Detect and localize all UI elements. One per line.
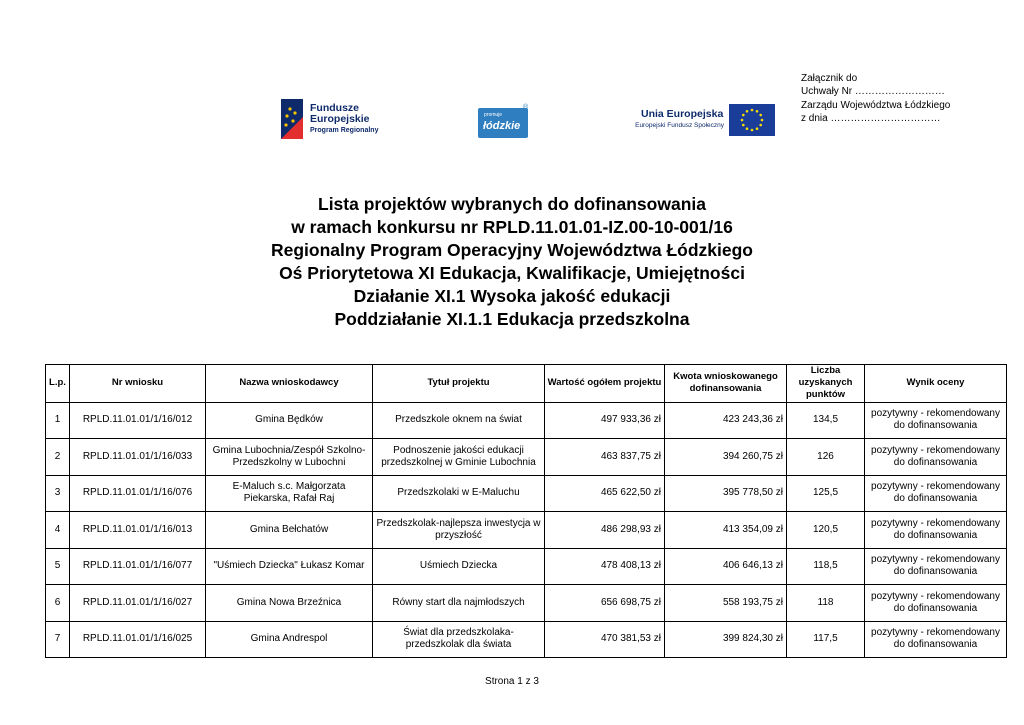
header-nazwa: Nazwa wnioskodawcy: [206, 365, 373, 403]
cell-nazwa: "Uśmiech Dziecka" Łukasz Komar: [206, 548, 373, 585]
title-line-2: w ramach konkursu nr RPLD.11.01.01-IZ.00-10-001/16: [291, 217, 733, 237]
cell-nazwa: Gmina Andrespol: [206, 621, 373, 658]
cell-lp: 6: [46, 585, 70, 622]
cell-kwota: 399 824,30 zł: [665, 621, 787, 658]
cell-kwota: 395 778,50 zł: [665, 475, 787, 512]
cell-lp: 1: [46, 402, 70, 439]
cell-nr-wniosku: RPLD.11.01.01/1/16/025: [70, 621, 206, 658]
cell-nr-wniosku: RPLD.11.01.01/1/16/027: [70, 585, 206, 622]
cell-wynik: pozytywny - rekomendowany do dofinansowania: [865, 585, 1007, 622]
eu-flag-icon: [729, 104, 775, 136]
cell-wynik: pozytywny - rekomendowany do dofinansowania: [865, 512, 1007, 549]
lodz-logo-small: promuje: [484, 112, 503, 118]
fe-logo-line-1: Fundusze: [310, 102, 359, 114]
lodz-logo-big: łódzkie: [483, 120, 521, 132]
cell-lp: 2: [46, 439, 70, 476]
cell-lp: 4: [46, 512, 70, 549]
cell-tytul: Podnoszenie jakości edukacji przedszkolnej w Gminie Lubochnia: [373, 439, 545, 476]
header-nr-wniosku: Nr wniosku: [70, 365, 206, 403]
document-title: [0, 193, 1024, 331]
cell-punkty: 118,5: [787, 548, 865, 585]
cell-punkty: 125,5: [787, 475, 865, 512]
ue-logo-line-1: Unia Europejska: [641, 108, 724, 120]
unia-europejska-logo: [624, 104, 776, 138]
cell-tytul: Uśmiech Dziecka: [373, 548, 545, 585]
cell-wynik: pozytywny - rekomendowany do dofinansowania: [865, 621, 1007, 658]
cell-nr-wniosku: RPLD.11.01.01/1/16/076: [70, 475, 206, 512]
annex-line-2: Uchwały Nr ………………………: [801, 86, 945, 98]
cell-wynik: pozytywny - rekomendowany do dofinansowania: [865, 439, 1007, 476]
cell-punkty: 134,5: [787, 402, 865, 439]
cell-kwota: 558 193,75 zł: [665, 585, 787, 622]
annex-note: [801, 72, 950, 125]
cell-lp: 5: [46, 548, 70, 585]
table-row: [46, 548, 1007, 585]
cell-wartosc: 478 408,13 zł: [545, 548, 665, 585]
cell-nr-wniosku: RPLD.11.01.01/1/16/077: [70, 548, 206, 585]
cell-lp: 3: [46, 475, 70, 512]
cell-punkty: 117,5: [787, 621, 865, 658]
cell-tytul: Przedszkolaki w E-Maluchu: [373, 475, 545, 512]
page-number: Strona 1 z 3: [485, 676, 539, 687]
cell-punkty: 126: [787, 439, 865, 476]
header-punkty: Liczba uzyskanych punktów: [787, 365, 865, 403]
cell-wartosc: 486 298,93 zł: [545, 512, 665, 549]
cell-tytul: Przedszkolak-najlepsza inwestycja w przyszłość: [373, 512, 545, 549]
cell-tytul: Równy start dla najmłodszych: [373, 585, 545, 622]
table-row: [46, 585, 1007, 622]
cell-nazwa: Gmina Bełchatów: [206, 512, 373, 549]
cell-nazwa: Gmina Nowa Brzeźnica: [206, 585, 373, 622]
table-header-row: [46, 365, 1007, 403]
title-line-1: Lista projektów wybranych do dofinansowania: [318, 194, 706, 214]
header-wynik: Wynik oceny: [865, 365, 1007, 403]
cell-tytul: Świat dla przedszkolaka-przedszkolak dla świata: [373, 621, 545, 658]
cell-wynik: pozytywny - rekomendowany do dofinansowania: [865, 475, 1007, 512]
header-tytul: Tytuł projektu: [373, 365, 545, 403]
cell-punkty: 120,5: [787, 512, 865, 549]
table-row: [46, 439, 1007, 476]
cell-lp: 7: [46, 621, 70, 658]
cell-kwota: 413 354,09 zł: [665, 512, 787, 549]
cell-kwota: 423 243,36 zł: [665, 402, 787, 439]
annex-line-4: z dnia ……………………………: [801, 112, 941, 124]
cell-wartosc: 497 933,36 zł: [545, 402, 665, 439]
projects-table: [45, 364, 1007, 658]
cell-wynik: pozytywny - rekomendowany do dofinansowania: [865, 402, 1007, 439]
title-line-4: Oś Priorytetowa XI Edukacja, Kwalifikacje, Umiejętności: [279, 263, 745, 283]
header-wartosc: Wartość ogółem projektu: [545, 365, 665, 403]
cell-wartosc: 463 837,75 zł: [545, 439, 665, 476]
cell-nr-wniosku: RPLD.11.01.01/1/16/033: [70, 439, 206, 476]
cell-wartosc: 470 381,53 zł: [545, 621, 665, 658]
cell-wynik: pozytywny - rekomendowany do dofinansowania: [865, 548, 1007, 585]
header-kwota: Kwota wnioskowanego dofinansowania: [665, 365, 787, 403]
table-row: [46, 512, 1007, 549]
cell-wartosc: 656 698,75 zł: [545, 585, 665, 622]
cell-kwota: 394 260,75 zł: [665, 439, 787, 476]
ue-logo-line-2: Europejski Fundusz Społeczny: [635, 122, 724, 129]
fe-logo-line-2: Europejskie: [310, 113, 370, 125]
header-lp: L.p.: [46, 365, 70, 403]
title-line-3: Regionalny Program Operacyjny Województwa Łódzkiego: [271, 240, 753, 260]
cell-nr-wniosku: RPLD.11.01.01/1/16/013: [70, 512, 206, 549]
cell-kwota: 406 646,13 zł: [665, 548, 787, 585]
fe-logo-line-3: Program Regionalny: [310, 127, 379, 134]
cell-punkty: 118: [787, 585, 865, 622]
fundusze-europejskie-logo: [281, 99, 391, 141]
cell-nazwa: E-Maluch s.c. Małgorzata Piekarska, Rafał Raj: [206, 475, 373, 512]
table-row: [46, 402, 1007, 439]
fundusze-europejskie-icon: [281, 99, 303, 139]
cell-nr-wniosku: RPLD.11.01.01/1/16/012: [70, 402, 206, 439]
title-line-6: Poddziałanie XI.1.1 Edukacja przedszkolna: [334, 309, 690, 329]
table-row: [46, 475, 1007, 512]
cell-wartosc: 465 622,50 zł: [545, 475, 665, 512]
annex-line-3: Zarządu Województwa Łódzkiego: [801, 99, 951, 111]
cell-nazwa: Gmina Lubochnia/Zespół Szkolno-Przedszkolny w Lubochni: [206, 439, 373, 476]
cell-nazwa: Gmina Będków: [206, 402, 373, 439]
annex-line-1: Załącznik do: [801, 73, 858, 84]
promuje-lodzkie-logo: [478, 104, 534, 138]
cell-tytul: Przedszkole oknem na świat: [373, 402, 545, 439]
table-row: [46, 621, 1007, 658]
registered-mark-icon: ®: [523, 104, 529, 111]
title-line-5: Działanie XI.1 Wysoka jakość edukacji: [353, 286, 671, 306]
